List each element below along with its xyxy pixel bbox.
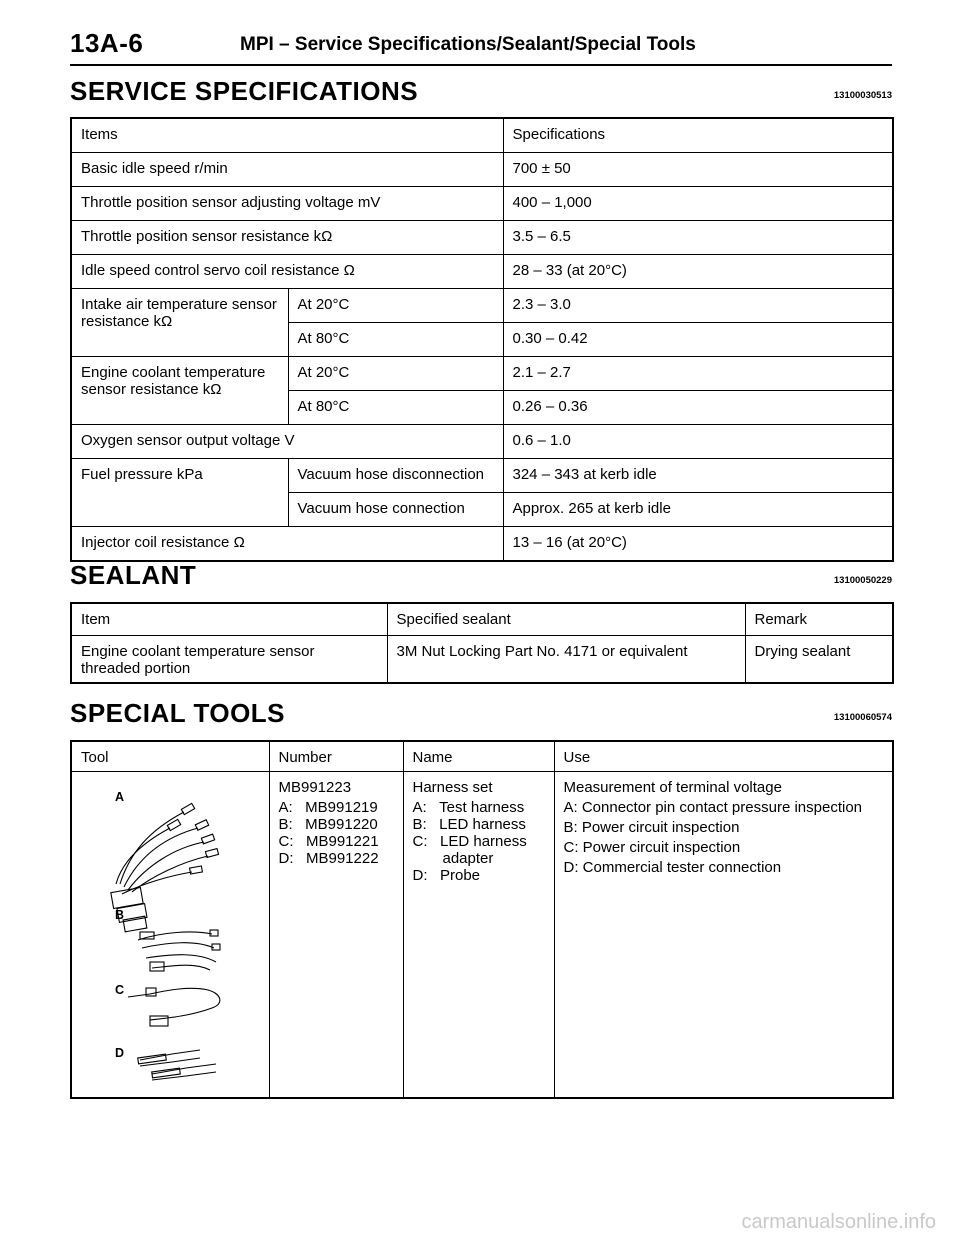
table-row (71, 255, 893, 289)
spec-value: 3.5 – 6.5 (503, 221, 893, 255)
tool-use-main: Measurement of terminal voltage (563, 778, 782, 796)
spec-item: Injector coil resistance Ω (71, 527, 503, 562)
spec-value: 13 – 16 (at 20°C) (503, 527, 893, 562)
spec-value: 0.6 – 1.0 (503, 425, 893, 459)
sealant-title: SEALANT (70, 560, 197, 590)
spec-condition: Vacuum hose disconnection (288, 459, 503, 493)
spec-value: 700 ± 50 (503, 153, 893, 187)
table-row (71, 459, 893, 493)
tool-use-c: C: Power circuit inspection (563, 838, 741, 856)
special-tools-table (70, 740, 894, 1099)
spec-value: 28 – 33 (at 20°C) (503, 255, 893, 289)
spec-item: Idle speed control servo coil resistance Ω (71, 255, 503, 289)
tool-label-b: B (115, 907, 125, 922)
table-row (71, 425, 893, 459)
header-rule (70, 64, 892, 66)
tool-number-a: A: MB991219 (278, 798, 378, 816)
header-specified-sealant: Specified sealant (387, 603, 745, 635)
tool-label-a: A (115, 789, 125, 804)
table-row (71, 153, 893, 187)
tool-number-d: D: MB991222 (278, 849, 379, 867)
tool-use-a: A: Connector pin contact pressure inspection (563, 798, 862, 816)
tool-name-d: D: Probe (412, 866, 481, 884)
tool-label-c: C (115, 982, 125, 997)
tool-name-c: C: LED harness (412, 832, 527, 850)
tool-uses (554, 771, 893, 1098)
spec-condition: At 80°C (288, 391, 503, 425)
spec-value: 2.1 – 2.7 (503, 357, 893, 391)
table-header-row (71, 741, 893, 771)
special-tools-title: SPECIAL TOOLS (70, 698, 286, 728)
tool-illustration (71, 771, 269, 1098)
tool-name-c-continued: adapter (442, 849, 494, 867)
table-header-row (71, 603, 893, 635)
header-items: Items (71, 118, 503, 153)
spec-item: Throttle position sensor resistance kΩ (71, 221, 503, 255)
header-remark: Remark (745, 603, 893, 635)
service-specifications-code: 13100030513 (833, 90, 892, 101)
tool-numbers (269, 771, 403, 1098)
tool-number-set: MB991223 (278, 778, 352, 796)
table-row (71, 357, 893, 391)
tool-label-d: D (115, 1045, 125, 1060)
tool-use-b: B: Power circuit inspection (563, 818, 740, 836)
sealant-remark: Drying sealant (745, 635, 893, 683)
tool-name-set: Harness set (412, 778, 493, 796)
sealant-code: 13100050229 (833, 575, 892, 586)
table-row (71, 221, 893, 255)
spec-value: 0.30 – 0.42 (503, 323, 893, 357)
spec-value: Approx. 265 at kerb idle (503, 493, 893, 527)
table-row (71, 527, 893, 562)
tool-name-a: A: Test harness (412, 798, 525, 816)
sealant-item: Engine coolant temperature sensor threaded portion (71, 635, 387, 683)
tool-number-c: C: MB991221 (278, 832, 379, 850)
tool-name-b: B: LED harness (412, 815, 526, 833)
sealant-specified: 3M Nut Locking Part No. 4171 or equivalent (387, 635, 745, 683)
spec-value: 400 – 1,000 (503, 187, 893, 221)
table-row (71, 771, 893, 1098)
table-row (71, 289, 893, 323)
harness-set-illustration (72, 772, 268, 1097)
spec-item: Basic idle speed r/min (71, 153, 503, 187)
table-row (71, 187, 893, 221)
spec-condition: At 20°C (288, 357, 503, 391)
header-use: Use (554, 741, 893, 771)
tool-names (403, 771, 554, 1098)
header-name: Name (403, 741, 554, 771)
tool-use-d: D: Commercial tester connection (563, 858, 782, 876)
table-header-row (71, 118, 893, 153)
page-number: 13A-6 (70, 28, 144, 58)
spec-condition: At 80°C (288, 323, 503, 357)
spec-value: 0.26 – 0.36 (503, 391, 893, 425)
spec-condition: Vacuum hose connection (288, 493, 503, 527)
spec-value: 324 – 343 at kerb idle (503, 459, 893, 493)
special-tools-code: 13100060574 (833, 712, 892, 723)
spec-item: Fuel pressure kPa (71, 459, 288, 527)
tool-number-b: B: MB991220 (278, 815, 378, 833)
header-tool: Tool (71, 741, 269, 771)
spec-value: 2.3 – 3.0 (503, 289, 893, 323)
header-specifications: Specifications (503, 118, 893, 153)
spec-item: Engine coolant temperature sensor resistance kΩ (71, 357, 288, 425)
spec-item: Throttle position sensor adjusting voltage mV (71, 187, 503, 221)
spec-item: Intake air temperature sensor resistance kΩ (71, 289, 288, 357)
header-number: Number (269, 741, 403, 771)
sealant-table (70, 602, 894, 684)
service-specifications-title: SERVICE SPECIFICATIONS (70, 76, 419, 106)
running-title: MPI – Service Specifications/Sealant/Special Tools (240, 34, 696, 55)
table-row (71, 635, 893, 683)
service-specifications-table (70, 117, 894, 562)
spec-item: Oxygen sensor output voltage V (71, 425, 503, 459)
spec-condition: At 20°C (288, 289, 503, 323)
header-item: Item (71, 603, 387, 635)
watermark: carmanualsonline.info (741, 1211, 936, 1233)
